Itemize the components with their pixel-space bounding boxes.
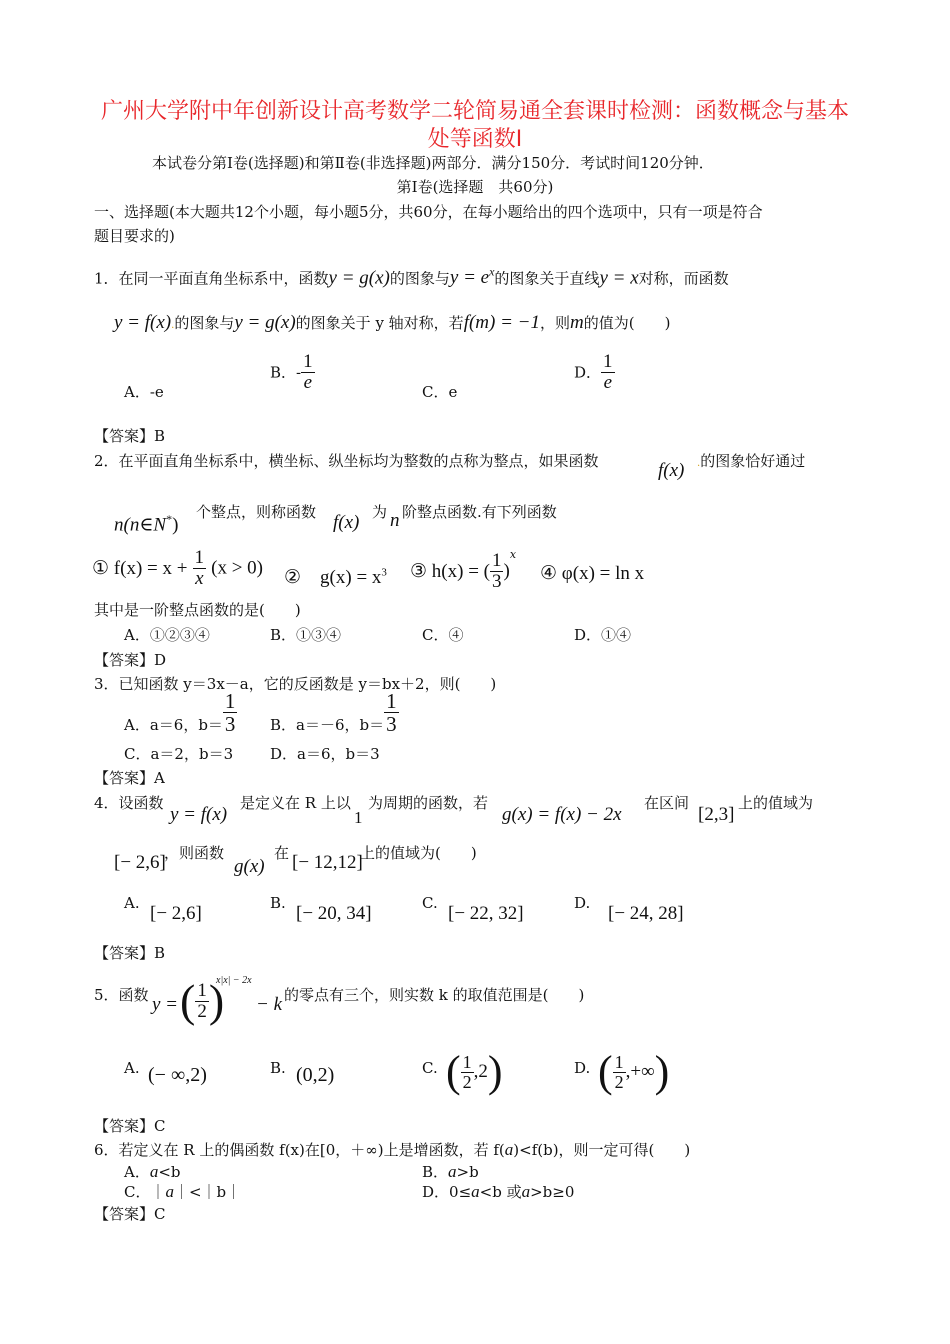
section-heading-2: 题目要求的): [94, 227, 175, 245]
q5-math-k: − k: [256, 994, 283, 1015]
q4-option-a: [− 2,6]: [150, 903, 202, 924]
q5-math-base: ( $\frac{1}{2}$ ): [180, 975, 225, 1026]
q4-text-5: 上的值域为: [738, 794, 814, 812]
q1-math-line: y = x: [599, 267, 639, 289]
q4-option-b: [− 20, 34]: [296, 903, 372, 924]
q5-option-b-label: B.: [270, 1059, 286, 1077]
q4-text-7: 在: [274, 844, 290, 862]
q6-option-b: B．a>b: [422, 1162, 479, 1181]
q1-math-m: m: [570, 312, 584, 333]
q2-option-b: B．①③④: [270, 626, 342, 644]
q6-line-1: 6．若定义在 R 上的偶函数 f(x)在[0，＋∞)上是增函数，若 f(a)<f(b)，则一定可得( ): [94, 1140, 691, 1159]
q4-option-d-label: D.: [574, 894, 591, 912]
q5-option-a-label: A.: [124, 1059, 140, 1077]
q2-function-1: ① f(x) = x + $\frac{1}{x}$ (x > 0): [92, 547, 264, 589]
q2-option-c: C．④: [422, 626, 464, 644]
q5-option-b: (0,2): [296, 1064, 335, 1086]
q1-line-2: y = f(x).的图象与y = g(x)的图象关于 y 轴对称，若f(m) = −1，则m的值为( ): [114, 312, 671, 333]
q1-answer: 【答案】B: [94, 427, 166, 445]
q2-answer: 【答案】D: [94, 651, 167, 669]
q4-option-d: [− 24, 28]: [608, 903, 684, 924]
q1-option-d: D． $\frac{1}{e}$: [574, 351, 613, 393]
q4-math-gx: g(x) = f(x) − 2x: [502, 804, 622, 825]
q3-line-1: 3．已知函数 y＝3x－a，它的反函数是 y＝bx＋2，则( ): [94, 675, 497, 693]
q5-text-2: 的零点有三个，则实数 k 的取值范围是( ): [284, 986, 585, 1004]
q2-option-d: D．①④: [574, 626, 632, 644]
q6-answer: 【答案】C: [94, 1205, 166, 1223]
q3-option-c: C．a＝2，b＝3: [124, 745, 234, 763]
intro-line-1: 本试卷分第Ⅰ卷(选择题)和第Ⅱ卷(非选择题)两部分．满分150分．考试时间120分钟．: [152, 154, 714, 172]
q1-math-f: y = f(x): [114, 312, 172, 333]
q4-math-gx2: g(x): [234, 856, 265, 877]
q4-text-6: ，则函数: [164, 844, 225, 862]
q4-text-8: 上的值域为( ): [360, 844, 477, 862]
q2-math-n: n(n∈N*): [114, 512, 179, 536]
q2-option-a: A．①②③④: [124, 626, 210, 644]
q2-text-3: 为: [372, 503, 388, 521]
q5-answer: 【答案】C: [94, 1117, 166, 1135]
q4-option-c-label: C.: [422, 894, 438, 912]
q4-math-range: [− 2,6]: [114, 852, 166, 873]
q2-line-1b: .的图象恰好通过: [697, 452, 806, 470]
q1-math-g: y = g(x): [328, 267, 390, 289]
q2-math-n2: n: [390, 510, 400, 531]
q4-option-c: [− 22, 32]: [448, 903, 524, 924]
q4-math-period: 1: [354, 808, 363, 827]
q6-option-c: C．｜a｜<｜b｜: [124, 1182, 242, 1201]
q5-math-y: y =: [152, 994, 179, 1015]
q3-option-d: D．a＝6，b＝3: [270, 745, 380, 763]
q2-function-2: ② $g(x) = x^3$: [284, 566, 387, 588]
q6-option-d: D．0≤a<b 或a>b≥0: [422, 1182, 575, 1201]
q4-option-a-label: A.: [124, 894, 140, 912]
q1-line-1: 1．在同一平面直角坐标系中，函数y = g(x)的图象与$y = e^x$的图象关于直线y = x对称，而函数: [94, 265, 729, 289]
q5-option-c: ( $\frac{1}{2}$ ,2): [446, 1047, 503, 1096]
q3-answer: 【答案】A: [94, 769, 165, 787]
q4-answer: 【答案】B: [94, 944, 166, 962]
q4-math-interval: [2,3]: [698, 804, 735, 825]
q1-option-a: A．-e: [124, 383, 164, 401]
q1-math-exp: $y = e^x$: [449, 265, 495, 289]
q5-option-d: ( $\frac{1}{2}$ ,+∞): [598, 1047, 670, 1096]
q4-option-b-label: B.: [270, 894, 286, 912]
q1-option-c: C．e: [422, 383, 458, 401]
q4-math-domain: [− 12,12]: [292, 852, 363, 873]
q5-option-c-label: C.: [422, 1059, 438, 1077]
section-heading-1: 一、选择题(本大题共12个小题，每小题5分，共60分，在每小题给出的四个选项中，只有一项是符合: [94, 203, 763, 221]
q2-line-1: 2．在平面直角坐标系中，横坐标、纵坐标均为整数的点称为整点，如果函数: [94, 452, 599, 470]
q1-option-b: B．- $\frac{1}{e}$: [270, 351, 313, 393]
q4-math-yfx: y = f(x): [170, 804, 228, 825]
q5-option-a: (− ∞,2): [148, 1064, 207, 1086]
q4-text-4: 在区间: [644, 794, 690, 812]
q1-math-g2: y = g(x): [234, 312, 296, 333]
q2-question: 其中是一阶整点函数的是( ): [94, 601, 301, 619]
q4-text-1: 4．设函数: [94, 794, 164, 812]
q2-text-2: 个整点，则称函数: [196, 503, 317, 521]
q4-text-2: 是定义在 R 上以: [240, 794, 351, 812]
q2-math-fx: f(x): [658, 460, 685, 481]
q2-function-3: ③ h(x) = ( $\frac{1}{3}$ )$^x$: [410, 548, 517, 592]
q3-option-b: B．a＝－6，b＝ $\frac{1}{3}$: [270, 689, 397, 737]
q5-option-d-label: D.: [574, 1059, 591, 1077]
q4-text-3: 为周期的函数，若: [368, 794, 489, 812]
q1-math-fm: f(m) = −1: [463, 312, 540, 333]
intro-line-2: 第Ⅰ卷(选择题 共60分): [396, 178, 554, 196]
q3-option-a: A．a＝6，b＝ $\frac{1}{3}$: [124, 689, 236, 737]
q5-text-1: 5．函数: [94, 986, 149, 1004]
q2-text-4: 阶整点函数.有下列函数: [402, 503, 557, 521]
q2-function-4: ④ φ(x) = ln x: [540, 563, 645, 584]
title-line-1: 广州大学附中年创新设计高考数学二轮简易通全套课时检测：函数概念与基本: [100, 99, 849, 124]
q5-math-exponent: x|x| − 2x: [216, 975, 252, 986]
q6-option-a: A．a<b: [124, 1162, 181, 1181]
title-line-2: 处等函数Ⅰ: [427, 127, 523, 152]
q2-math-fx2: f(x): [333, 512, 360, 533]
